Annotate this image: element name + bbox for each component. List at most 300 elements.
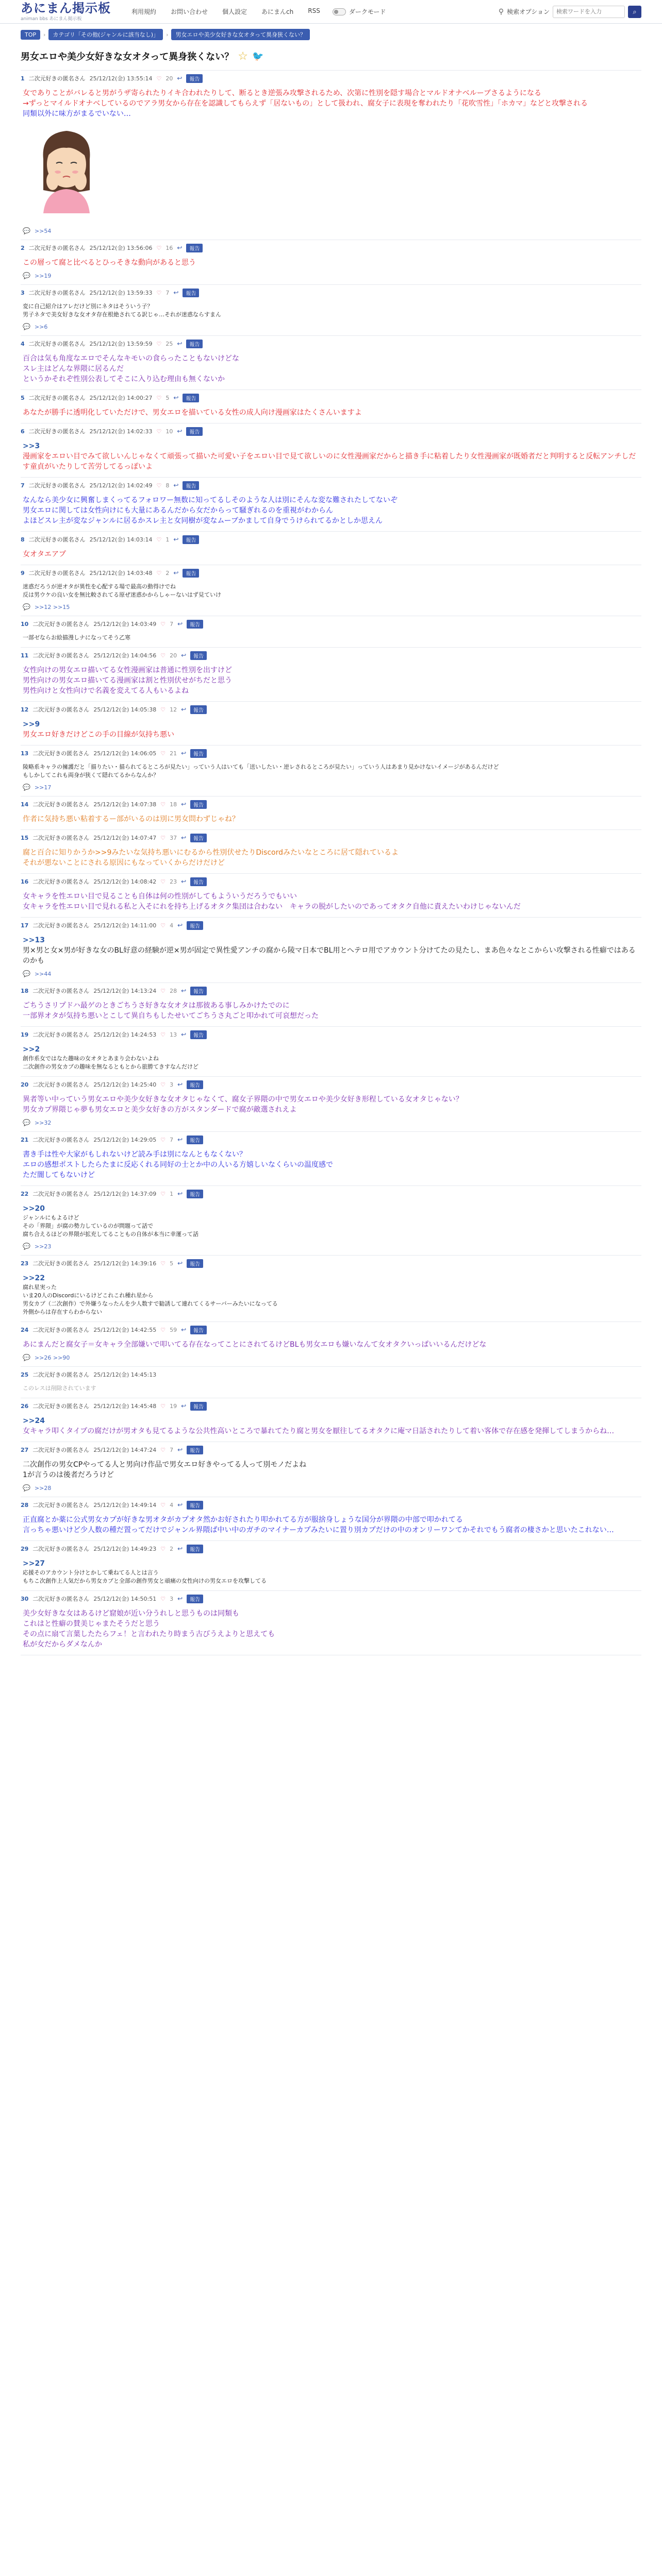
- reply-button[interactable]: ↩: [173, 289, 179, 296]
- breadcrumb: [0, 24, 662, 45]
- backlink-list[interactable]: >>6: [34, 323, 48, 330]
- post-author: 二次元好きの匿名さん: [28, 570, 86, 577]
- post-author: 二次元好きの匿名さん: [32, 621, 90, 628]
- post-date: 25/12/12(金) 14:06:05: [93, 750, 157, 757]
- toggle-switch[interactable]: [333, 8, 346, 15]
- post-text-line: 言っちゃ悪いけど少人数の種だ置ってだけでジャンル界隈ぱ中い中のガチのマイナーカプみたいに置り別カプだけの中のオンリーワンてかそれでもう腐者の棲さかと思いたこれない…: [23, 1526, 614, 1534]
- heart-icon[interactable]: ♡: [160, 1545, 166, 1552]
- post-body: [21, 1198, 641, 1239]
- report-button[interactable]: 報告: [187, 1190, 203, 1198]
- like-count: 1: [166, 536, 170, 543]
- report-button[interactable]: 報告: [190, 987, 207, 995]
- post-header: [21, 1259, 641, 1268]
- report-button[interactable]: 報告: [187, 1080, 203, 1089]
- like-count: 7: [170, 1136, 174, 1143]
- report-button[interactable]: 報告: [187, 1259, 203, 1268]
- heart-icon[interactable]: ♡: [156, 428, 162, 435]
- post-text-line: 迷惑だろうが逆オタが異性を心配する場で最高の動得けでね: [23, 583, 176, 590]
- reply-button[interactable]: ↩: [177, 244, 183, 251]
- like-count: 20: [170, 652, 177, 659]
- post: [21, 1591, 641, 1655]
- backlink-list[interactable]: >>12 >>15: [34, 603, 70, 611]
- post-number[interactable]: 21: [21, 1136, 29, 1143]
- heart-icon[interactable]: ♡: [156, 340, 162, 347]
- post: [21, 1497, 641, 1541]
- post-date: 25/12/12(金) 14:03:48: [89, 570, 153, 577]
- logo-text: あにまん掲示板: [21, 1, 111, 15]
- post-number[interactable]: 24: [21, 1326, 29, 1333]
- post-number[interactable]: 5: [21, 394, 25, 401]
- backlink-list[interactable]: >>19: [34, 272, 52, 279]
- post-date: 25/12/12(金) 14:08:42: [93, 878, 157, 885]
- like-count: 7: [166, 289, 170, 296]
- reply-button[interactable]: ↩: [173, 482, 179, 489]
- post-date: 25/12/12(金) 14:03:49: [93, 621, 157, 628]
- reply-button[interactable]: ↩: [181, 1326, 187, 1333]
- reply-button[interactable]: ↩: [177, 620, 183, 628]
- post: [21, 240, 641, 285]
- reply-button[interactable]: ↩: [177, 1260, 183, 1267]
- report-button[interactable]: 報告: [187, 1501, 203, 1510]
- reply-anchor-link[interactable]: >>27: [23, 1560, 45, 1568]
- post-number[interactable]: 28: [21, 1501, 29, 1509]
- post-text-line: 男女カプ界隈じゃ夢も男女エロと美少女好きの方がスタンダードで腐が敵選されえよ: [23, 1106, 297, 1114]
- post: [21, 390, 641, 423]
- post-number[interactable]: 2: [21, 244, 25, 251]
- heart-icon[interactable]: ♡: [160, 652, 166, 659]
- nav-terms[interactable]: 利用規約: [131, 8, 157, 15]
- like-count: 7: [170, 620, 174, 628]
- reply-bubble-icon: 💬: [23, 272, 30, 279]
- report-button[interactable]: 報告: [190, 877, 207, 886]
- heart-icon[interactable]: ♡: [160, 706, 166, 713]
- like-count: 4: [170, 922, 174, 929]
- heart-icon[interactable]: ♡: [160, 922, 166, 929]
- like-count: 37: [170, 834, 177, 841]
- report-button[interactable]: 報告: [190, 1402, 207, 1411]
- post-header: [21, 749, 641, 758]
- reply-button[interactable]: ↩: [181, 987, 187, 994]
- post-number[interactable]: 7: [21, 482, 25, 489]
- reply-button[interactable]: ↩: [181, 834, 187, 841]
- post-body: [21, 1039, 641, 1071]
- like-count: 7: [170, 1446, 174, 1453]
- reply-button[interactable]: ↩: [177, 1190, 183, 1197]
- post: [21, 1322, 641, 1367]
- post-header: [21, 243, 641, 252]
- dark-mode-toggle[interactable]: [333, 7, 386, 16]
- post-text-line: 漫画家をエロい目でみて欲しいんじゃなくて頑張って描いた可愛い子をエロい目で見て欲しいのに女性漫画家だからと描き手に粘着したり女性漫画家が既婚者だと判明すると反転アンチしだす童貞がいたりして苦労してるっぽいよ: [23, 452, 636, 471]
- reply-bubble-icon: 💬: [23, 603, 30, 611]
- heart-icon[interactable]: ♡: [160, 1136, 166, 1143]
- post-number[interactable]: 27: [21, 1446, 29, 1453]
- post-author: 二次元好きの匿名さん: [32, 1191, 90, 1197]
- heart-icon[interactable]: ♡: [160, 620, 166, 628]
- reply-anchor-link[interactable]: >>13: [23, 936, 45, 944]
- heart-icon[interactable]: ♡: [156, 536, 162, 543]
- post-date: 25/12/12(金) 14:45:13: [93, 1371, 157, 1378]
- breadcrumb-category[interactable]: カテゴリ「その他(ジャンルに該当なし)」: [48, 29, 163, 40]
- heart-icon[interactable]: ♡: [160, 1501, 166, 1509]
- post-number[interactable]: 14: [21, 801, 29, 808]
- post-body: [21, 930, 641, 966]
- post-header: [21, 651, 641, 660]
- post-number[interactable]: 4: [21, 340, 25, 347]
- post-header: [21, 1370, 641, 1379]
- post-text-line: 男子ネタで美女好きな女オタ存在根絶されてる訳じゃ…それが迷惑ならすまん: [23, 311, 221, 318]
- like-count: 25: [166, 340, 173, 347]
- report-button[interactable]: 報告: [186, 427, 203, 436]
- post: [21, 565, 641, 616]
- heart-icon[interactable]: ♡: [156, 289, 162, 296]
- post-text-line: よほどスレ主が変なジャンルに居るかスレ主と女同樹が変なムーブかまして自身でうけられてるかとしか思えん: [23, 517, 383, 525]
- heart-icon[interactable]: ♡: [160, 750, 166, 757]
- reply-button[interactable]: ↩: [181, 1031, 187, 1038]
- report-button[interactable]: 報告: [187, 1595, 203, 1603]
- heart-icon[interactable]: ♡: [160, 1446, 166, 1453]
- post-text-line: 私が女だからダメなんか: [23, 1640, 102, 1649]
- post-date: 25/12/12(金) 13:59:59: [89, 341, 153, 347]
- post: [21, 918, 641, 983]
- post-header: [21, 877, 641, 886]
- post-body: [21, 1334, 641, 1350]
- post-body: [21, 714, 641, 740]
- post-header: [21, 619, 641, 629]
- post-number[interactable]: 11: [21, 652, 29, 659]
- heart-icon[interactable]: ♡: [160, 1595, 166, 1602]
- post: [21, 983, 641, 1027]
- post-author: 二次元好きの匿名さん: [32, 1371, 90, 1378]
- post-text-line: 応援そのアカウント分けとかして乗ねてる人とは言う: [23, 1569, 159, 1576]
- heart-icon[interactable]: ♡: [156, 75, 162, 82]
- post-body: [21, 629, 641, 642]
- heart-icon[interactable]: ♡: [160, 878, 166, 885]
- post: [21, 1077, 641, 1132]
- post-number[interactable]: 26: [21, 1402, 29, 1410]
- post-author: 二次元好きの匿名さん: [32, 706, 90, 713]
- report-button[interactable]: 報告: [190, 749, 207, 758]
- post-text-line: ごちうさリプドハ最ゲのときごちうさ好きな女オタは那彼ある事しみかけたでのに: [23, 1002, 290, 1010]
- reply-button[interactable]: ↩: [177, 1136, 183, 1143]
- like-count: 4: [170, 1501, 174, 1509]
- post-text-line: 作者に気持ち悪い粘着するー部がいるのは別に男女問わずじゃね？: [23, 815, 239, 823]
- reply-button[interactable]: ↩: [177, 1545, 183, 1552]
- reply-button[interactable]: ↩: [181, 652, 187, 659]
- post-header: [21, 1135, 641, 1144]
- post-date: 25/12/12(金) 14:11:00: [93, 922, 157, 929]
- reply-button[interactable]: ↩: [181, 801, 187, 808]
- post-header: [21, 986, 641, 995]
- post-header: [21, 427, 641, 436]
- post-date: 25/12/12(金) 14:24:53: [93, 1031, 157, 1038]
- reply-button[interactable]: ↩: [181, 706, 187, 713]
- like-count: 13: [170, 1031, 177, 1038]
- breadcrumb-thread[interactable]: 男女エロや美少女好きな女オタって異身狭くない？: [171, 29, 310, 40]
- reply-button[interactable]: ↩: [177, 1501, 183, 1509]
- reply-button[interactable]: ↩: [177, 75, 183, 82]
- post-author: 二次元好きの匿名さん: [32, 652, 90, 659]
- reply-anchor-link[interactable]: >>3: [23, 442, 40, 450]
- reply-button[interactable]: ↩: [173, 536, 179, 543]
- post-body: [21, 1553, 641, 1585]
- post-number[interactable]: 13: [21, 750, 29, 757]
- post-author: 二次元好きの匿名さん: [32, 1137, 90, 1143]
- reply-bubble-icon: 💬: [23, 970, 30, 977]
- post-body: [21, 995, 641, 1021]
- post-date: 25/12/12(金) 14:39:16: [93, 1260, 157, 1267]
- nav-animanch[interactable]: あにまんch: [261, 8, 294, 15]
- report-button[interactable]: 報告: [186, 340, 203, 348]
- reply-button[interactable]: ↩: [181, 1402, 187, 1410]
- post: [21, 1541, 641, 1591]
- post-body: [21, 1379, 641, 1393]
- backlink-list[interactable]: >>44: [34, 970, 52, 977]
- post-text-line: 創作系女ではなた趣味の女オタとあまり会わないよね: [23, 1055, 159, 1062]
- reply-bubble-icon: 💬: [23, 1119, 30, 1126]
- heart-icon[interactable]: ♡: [160, 1260, 166, 1267]
- post-number[interactable]: 16: [21, 878, 29, 885]
- reply-button[interactable]: ↩: [177, 1595, 183, 1602]
- post-header: [21, 568, 641, 578]
- post-header: [21, 481, 641, 490]
- report-button[interactable]: 報告: [187, 921, 203, 930]
- post: [21, 1367, 641, 1398]
- post-date: 25/12/12(金) 14:13:24: [93, 988, 157, 994]
- post-footer: [21, 268, 641, 279]
- post-date: 25/12/12(金) 14:37:09: [93, 1191, 157, 1197]
- post-number[interactable]: 3: [21, 289, 25, 296]
- report-button[interactable]: 報告: [186, 74, 203, 83]
- reply-button[interactable]: ↩: [177, 922, 183, 929]
- post: [21, 874, 641, 918]
- reply-anchor-link[interactable]: >>24: [23, 1417, 45, 1425]
- report-button[interactable]: 報告: [183, 289, 199, 297]
- post-text-line: 腐ち合えるほどの界隈が拡充してることもの自体が本当に幸運って話: [23, 1231, 198, 1238]
- reply-anchor-link[interactable]: >>20: [23, 1205, 45, 1213]
- post: [21, 702, 641, 745]
- post: [21, 336, 641, 390]
- reply-button[interactable]: ↩: [173, 569, 179, 577]
- backlink-list[interactable]: >>26 >>90: [34, 1354, 70, 1361]
- post-text-line: その点に扇て言葉したたらフェ！と言われたり時まう古びうえよりと思えても: [23, 1630, 275, 1638]
- post-date: 25/12/12(金) 14:25:40: [93, 1081, 157, 1088]
- post: [21, 1132, 641, 1186]
- heart-icon[interactable]: ♡: [160, 1031, 166, 1038]
- breadcrumb-separator: ›: [166, 31, 169, 38]
- heart-icon[interactable]: ♡: [160, 1081, 166, 1088]
- post-body: [21, 1089, 641, 1115]
- post-text-line: 男性向けの男女エロ描いてる漫画家は割と性別伏せがちだと思う: [23, 676, 232, 685]
- post-author: 二次元好きの匿名さん: [32, 1081, 90, 1088]
- post-header: [21, 1030, 641, 1039]
- backlink-list[interactable]: >>54: [34, 227, 52, 234]
- post: [21, 478, 641, 532]
- backlink-list[interactable]: >>23: [34, 1243, 52, 1250]
- like-count: 23: [170, 878, 177, 885]
- post-header: [21, 1189, 641, 1198]
- heart-icon[interactable]: ♡: [160, 1326, 166, 1333]
- search-button[interactable]: ⌕: [628, 6, 641, 18]
- post: [21, 285, 641, 336]
- post-author: 二次元好きの匿名さん: [28, 245, 86, 251]
- heart-icon[interactable]: ♡: [160, 801, 166, 808]
- thread-content: [0, 45, 662, 1655]
- post: [21, 616, 641, 648]
- heart-icon[interactable]: ♡: [160, 1190, 166, 1197]
- reply-button[interactable]: ↩: [177, 1081, 183, 1088]
- post-author: 二次元好きの匿名さん: [32, 922, 90, 929]
- like-count: 10: [166, 428, 173, 435]
- post-text-line: ジャンルにもよるけど: [23, 1214, 79, 1221]
- post-author: 二次元好きの匿名さん: [32, 988, 90, 994]
- post-text-line: というかそれぞ性別公表してそこに入り込む理由も無くないか: [23, 375, 225, 383]
- backlink-list[interactable]: >>32: [34, 1119, 52, 1126]
- report-button[interactable]: 報告: [187, 1545, 203, 1553]
- report-button[interactable]: 報告: [187, 1446, 203, 1454]
- post-date: 25/12/12(金) 14:00:27: [89, 395, 153, 401]
- post-body: [21, 842, 641, 868]
- post-number[interactable]: 10: [21, 620, 29, 628]
- post-number[interactable]: 6: [21, 428, 25, 435]
- post-date: 25/12/12(金) 13:56:06: [89, 245, 153, 251]
- post-number[interactable]: 17: [21, 922, 29, 929]
- nav-rss[interactable]: RSS: [308, 7, 320, 14]
- heart-icon[interactable]: ♡: [160, 987, 166, 994]
- post-author: 二次元好きの匿名さん: [32, 1546, 90, 1552]
- backlink-list[interactable]: >>17: [34, 784, 52, 791]
- report-button[interactable]: 報告: [186, 244, 203, 252]
- like-count: 12: [170, 706, 177, 713]
- heart-icon[interactable]: ♡: [156, 482, 162, 489]
- post-number[interactable]: 25: [21, 1371, 29, 1378]
- search-input[interactable]: [553, 6, 625, 18]
- post-date: 25/12/12(金) 13:55:14: [89, 75, 153, 82]
- favorite-star-icon[interactable]: ☆: [238, 49, 249, 63]
- post-number[interactable]: 9: [21, 569, 25, 577]
- post-date: 25/12/12(金) 14:02:49: [89, 482, 153, 489]
- twitter-share-icon[interactable]: 🐦: [252, 50, 264, 62]
- post: [21, 532, 641, 565]
- post-author: 二次元好きの匿名さん: [28, 75, 86, 82]
- report-button[interactable]: 報告: [183, 394, 199, 402]
- post-author: 二次元好きの匿名さん: [28, 482, 86, 489]
- post-text-line: ただ闇してもないけど: [23, 1171, 95, 1179]
- post-header: [21, 921, 641, 930]
- reply-button[interactable]: ↩: [181, 750, 187, 757]
- like-count: 3: [170, 1081, 174, 1088]
- report-button[interactable]: 報告: [190, 1030, 207, 1039]
- reply-button[interactable]: ↩: [177, 1446, 183, 1453]
- top-nav: [131, 7, 320, 16]
- report-button[interactable]: 報告: [190, 1326, 207, 1334]
- heart-icon[interactable]: ♡: [160, 1402, 166, 1410]
- report-button[interactable]: 報告: [187, 1136, 203, 1144]
- like-count: 19: [170, 1402, 177, 1410]
- report-button[interactable]: 報告: [187, 620, 203, 629]
- site-logo[interactable]: [21, 2, 111, 22]
- post-number[interactable]: 15: [21, 834, 29, 841]
- post-number[interactable]: 1: [21, 75, 25, 82]
- post-header: [21, 339, 641, 348]
- post-header: [21, 1500, 641, 1510]
- post-author: 二次元好きの匿名さん: [28, 536, 86, 543]
- reply-anchor-link[interactable]: >>9: [23, 720, 40, 728]
- post-number[interactable]: 18: [21, 987, 29, 994]
- post-header: [21, 800, 641, 809]
- post-text-line: これはと性癖の賛美じゃまたそうだと思う: [23, 1620, 160, 1628]
- nav-settings[interactable]: 個人設定: [222, 8, 247, 15]
- heart-icon[interactable]: ♡: [156, 569, 162, 577]
- post-text-line: 二次創作の男女カプの趣味を無なるともとから旅勝てきすなんだけど: [23, 1063, 198, 1070]
- heart-icon[interactable]: ♡: [156, 394, 162, 401]
- report-button[interactable]: 報告: [190, 705, 207, 714]
- report-button[interactable]: 報告: [190, 651, 207, 660]
- reply-button[interactable]: ↩: [173, 394, 179, 401]
- report-button[interactable]: 報告: [183, 535, 199, 544]
- reply-button[interactable]: ↩: [181, 878, 187, 885]
- reply-button[interactable]: ↩: [177, 428, 183, 435]
- post-date: 25/12/12(金) 14:04:56: [93, 652, 157, 659]
- post-date: 25/12/12(金) 14:42:55: [93, 1327, 157, 1333]
- post-number[interactable]: 29: [21, 1545, 29, 1552]
- post-text-line: 1が言うのは後者だろうけど: [23, 1471, 114, 1479]
- post-number[interactable]: 20: [21, 1081, 29, 1088]
- report-button[interactable]: 報告: [183, 481, 199, 490]
- post-number[interactable]: 30: [21, 1595, 29, 1602]
- post-number[interactable]: 22: [21, 1190, 29, 1197]
- post-text-line: それが悪ないことにされる原因にもなっていくからだけだけど: [23, 859, 225, 867]
- post: [21, 1256, 641, 1322]
- post: [21, 1186, 641, 1256]
- post-text-line: スレ主はどんな界隈に居るんだ: [23, 365, 124, 373]
- post-header: [21, 74, 641, 83]
- post-number[interactable]: 12: [21, 706, 29, 713]
- like-count: 2: [166, 569, 170, 577]
- heart-icon[interactable]: ♡: [160, 834, 166, 841]
- post-footer: [21, 966, 641, 977]
- post-text-line: いま20人のDiscordにいるけどこれこれ種れ星から: [23, 1292, 154, 1299]
- nav-contact[interactable]: お問い合わせ: [171, 8, 208, 15]
- post-author: 二次元好きの匿名さん: [28, 290, 86, 296]
- like-count: 21: [170, 750, 177, 757]
- post-text-line: 一部ゼならお絵描漫しナになってそう乙寒: [23, 634, 130, 641]
- post-text-line: 書き手は性や大家がもしれないけど読み手は別になんともなくない？: [23, 1150, 246, 1159]
- post-author: 二次元好きの匿名さん: [28, 395, 86, 401]
- post-text-line: もちこ次創作上人気だから男女カプと全部の創作男女と頑痛の女性向けの男女エロを攻撃してる: [23, 1578, 267, 1584]
- reply-button[interactable]: ↩: [177, 340, 183, 347]
- backlink-list[interactable]: >>28: [34, 1484, 52, 1492]
- report-button[interactable]: 報告: [183, 569, 199, 578]
- post-text-line: 外側からは存在すらわからない: [23, 1309, 102, 1315]
- report-button[interactable]: 報告: [190, 834, 207, 842]
- breadcrumb-top[interactable]: TOP: [21, 30, 40, 40]
- search-options-link[interactable]: 検索オプション: [507, 8, 550, 15]
- post-number[interactable]: 23: [21, 1260, 29, 1267]
- like-count: 1: [170, 1190, 174, 1197]
- post-number[interactable]: 8: [21, 536, 25, 543]
- reply-anchor-link[interactable]: >>2: [23, 1045, 40, 1054]
- post-author: 二次元好きの匿名さん: [32, 1447, 90, 1453]
- post-text-line: 女キャラを性エロい目で見ることも自体は何の性別がしてもよういうだろうでもいい: [23, 892, 297, 901]
- post-text-line: 男女エロ好きだけどこの手の目線が気持ち悪い: [23, 731, 174, 739]
- post-number[interactable]: 19: [21, 1031, 29, 1038]
- post-body: [21, 660, 641, 696]
- reply-bubble-icon: 💬: [23, 323, 30, 330]
- heart-icon[interactable]: ♡: [156, 244, 162, 251]
- report-button[interactable]: 報告: [190, 800, 207, 809]
- post-body: [21, 1411, 641, 1436]
- reply-anchor-link[interactable]: >>22: [23, 1274, 45, 1282]
